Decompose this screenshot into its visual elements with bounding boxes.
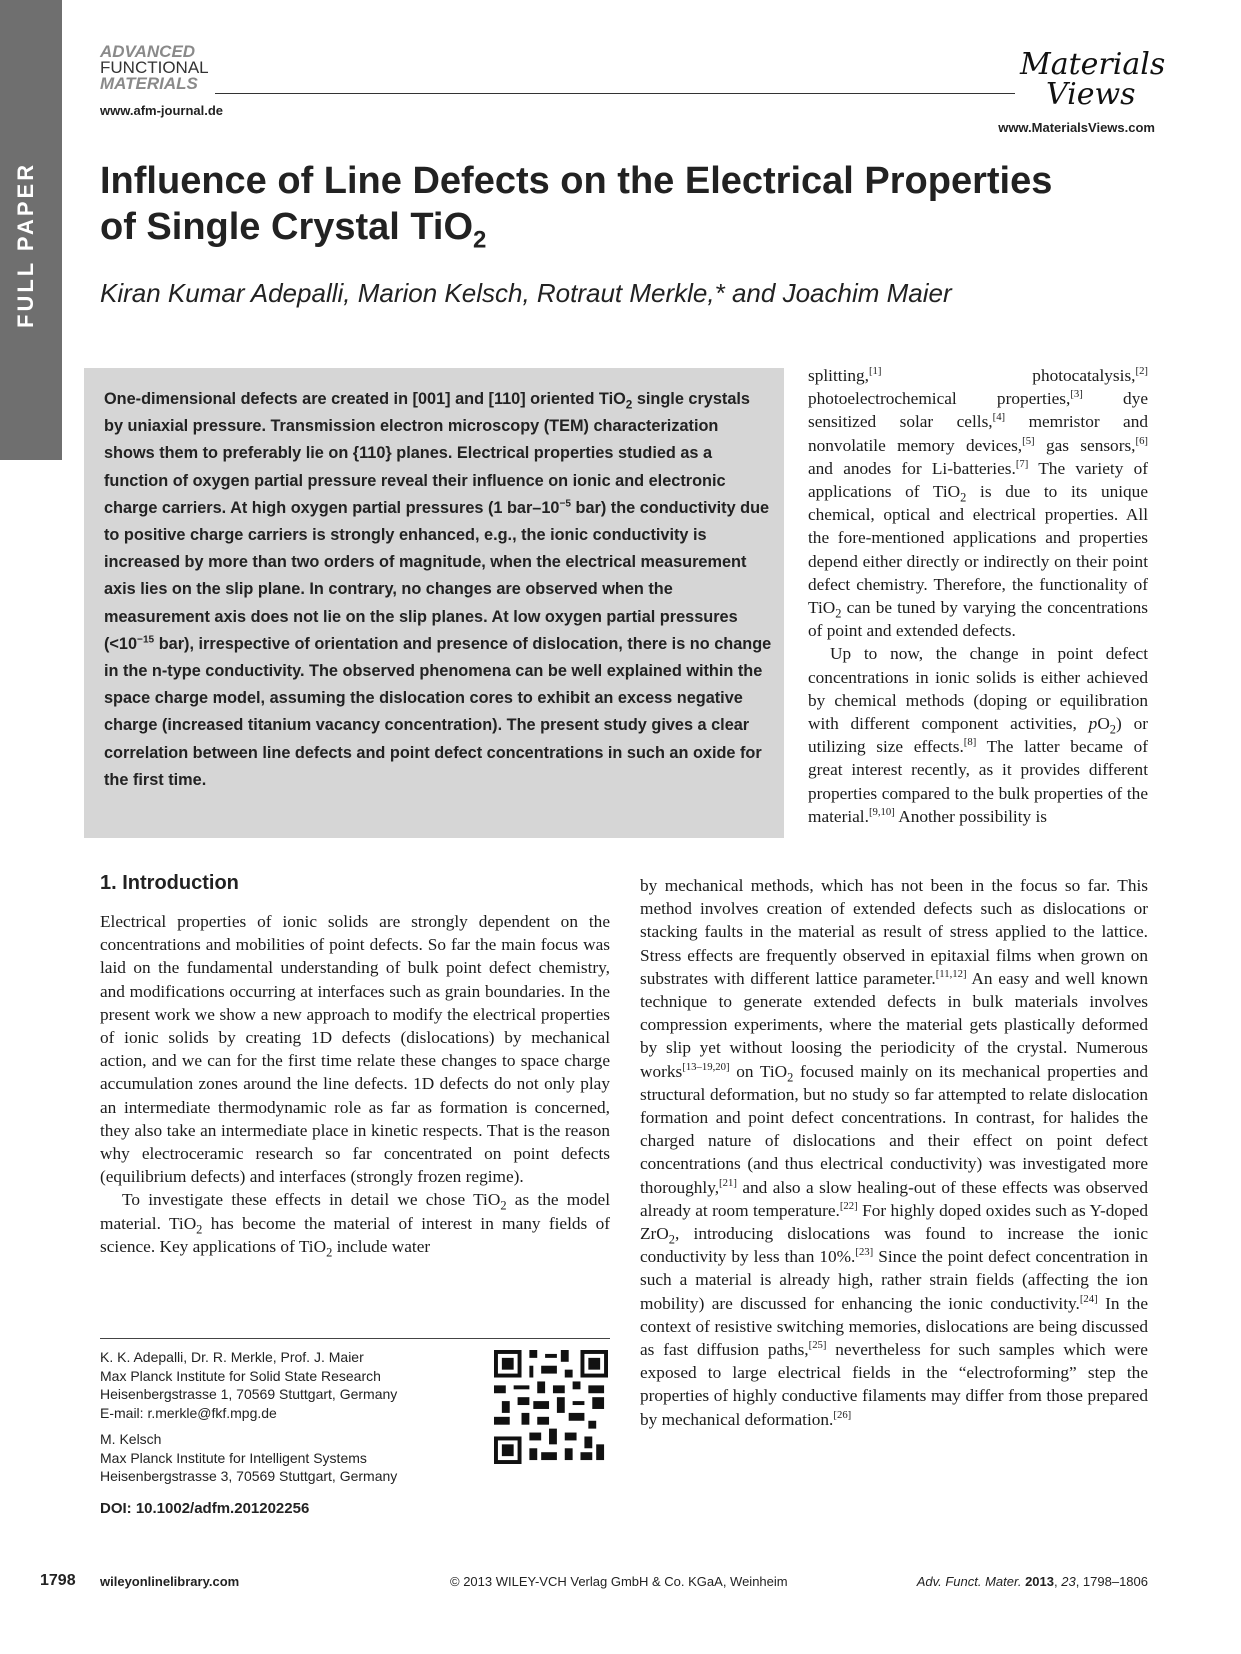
title-line-1: Influence of Line Defects on the Electrical Properties <box>100 160 1053 202</box>
materials-views-url[interactable]: www.MaterialsViews.com <box>998 120 1155 135</box>
copyright: © 2013 WILEY-VCH Verlag GmbH & Co. KGaA, Weinheim <box>450 1574 788 1589</box>
affiliation-line: Max Planck Institute for Intelligent Systems <box>100 1449 367 1466</box>
affiliation-line: K. K. Adepalli, Dr. R. Merkle, Prof. J. Maier <box>100 1349 364 1365</box>
abstract-text: One-dimensional defects are created in [001] and [110] oriented TiO$_2$ single crystals by uniaxial pressure. Transmission electron microscopy (TEM) characterization shows them to preferably lie on {110} planes. Electrical properties studied as a function of oxygen partial pressure reveal their influence on ionic and electronic charge carriers. At high oxygen partial pressures (1 bar–$10^{-5}$ bar) the conductivity due to positive charge carriers is strongly enhanced, e.g., the ionic conductivity is increased by more than two orders of magnitude, when the electrical measurement axis lies on the slip plane. In contrary, no changes are observed when the measurement axis does not lie on the slip planes. At low oxygen partial pressures ($<10^{-15}$ bar), irrespective of orientation and presence of dislocation, there is no change in the n-type conductivity. The observed phenomena can be well explained within the space charge model, assuming the dislocation cores to exhibit an excess negative charge (increased titanium vacancy concentration). The present study gives a clear correlation between line defects and point defect concentrations in such an oxide for the first time. <box>104 390 772 789</box>
mv-logo-line-1: Materials <box>1020 47 1166 82</box>
header-rule <box>215 93 1015 94</box>
logo-line-2: FUNCTIONAL <box>100 58 209 77</box>
citation: Adv. Funct. Mater. 2013, 23, 1798–1806 <box>916 1574 1148 1589</box>
title-line-2: of Single Crystal TiO <box>100 206 474 248</box>
email-line[interactable]: E-mail: r.merkle@fkf.mpg.de <box>100 1404 277 1421</box>
paragraph: To investigate these effects in detail we chose TiO$_2$ as the model material. TiO$_2$ has become the material of interest in many fields of science. Key applications of TiO$_2$ include water <box>100 1190 610 1260</box>
footnote-rule <box>100 1338 610 1339</box>
paragraph: Up to now, the change in point defect concentrations in ionic solids is either achieved by chemical methods (doping or equilibration with different component activities, $pO_2$) or utilizing size effects.[8] The latter became of great interest recently, as it provides different properties compared to the bulk properties of the material.[9,10] Another possibility is <box>808 644 1148 826</box>
mv-logo-line-2: Views <box>1046 77 1136 112</box>
affiliations <box>100 1348 460 1486</box>
paragraph: Electrical properties of ionic solids are strongly dependent on the concentrations and mobilities of point defects. So far the main focus was laid on the fundamental understanding of bulk point defect chemistry, and modifications occurring at interfaces such as grain boundaries. In the present work we show a new approach to modify the electrical properties of ionic solids by creating 1D defects (dislocations) by mechanical action, and we can for the first time relate these changes to space charge accumulation zones around the line defects. 1D defects do not only play an intermediate thermodynamic role as far as formation is concerned, they also take an intermediate place in kinetic respects. That is the reason why electroceramic research so far concentrated on point defects (equilibrium defects) and interfaces (strongly frozen regime). <box>100 912 610 1187</box>
title-subscript: 2 <box>473 226 487 254</box>
right-column-top <box>808 364 1148 828</box>
article-title <box>100 158 1100 254</box>
affiliation-line: Max Planck Institute for Solid State Research <box>100 1367 381 1384</box>
logo-line-1: ADVANCED <box>100 42 196 61</box>
left-column-body <box>100 910 610 1258</box>
doi-label[interactable]: DOI: 10.1002/adfm.201202256 <box>100 1500 310 1517</box>
affiliation-line: Heisenbergstrasse 1, 70569 Stuttgart, Germany <box>100 1386 398 1402</box>
right-column-bottom <box>640 874 1148 1431</box>
affiliation-line: M. Kelsch <box>100 1431 162 1447</box>
materials-views-logo <box>1020 47 1166 112</box>
section-tab-label: FULL PAPER <box>13 161 38 328</box>
author-list: Kiran Kumar Adepalli, Marion Kelsch, Rotraut Merkle,* and Joachim Maier <box>100 278 952 308</box>
paragraph: by mechanical methods, which has not been in the focus so far. This method involves creation of extended defects such as dislocations or stacking faults in the material as result of stress applied to the lattice. Stress effects are frequently observed in epitaxial films when grown on substrates with different lattice parameter.[11,12] An easy and well known technique to generate extended defects in bulk materials involves compression experiments, where the material gets plastically deformed by slip yet without loosing the periodicity of the crystal. Numerous works[13–19,20] on TiO$_2$ focused mainly on its mechanical properties and structural deformation, but no study so far attempted to relate dislocation formation and point defect concentrations. In contrast, for halides the charged nature of dislocations and their effect on point defect concentrations (and thus electrical conductivity) was investigated more thoroughly,[21] and also a slow healing-out of these effects was observed already at room temperature.[22] For highly doped oxides such as Y-doped ZrO$_2$, introducing dislocations was found to increase the ionic conductivity by less than 10%.[23] Since the point defect concentration in such a material is already high, rather strain fields (affecting the ion mobility) are discussed for enhancing the ionic conductivity.[24] In the context of resistive switching memories, dislocations are being discussed as fast diffusion paths,[25] nevertheless for such samples which were exposed to large electrical fields in the “electroforming” step the properties of highly conductive filaments may differ from those prepared by mechanical deformation.[26] <box>640 876 1148 1429</box>
qr-code-icon[interactable] <box>494 1350 608 1464</box>
page-number: 1798 <box>40 1572 76 1589</box>
affiliation-line: Heisenbergstrasse 3, 70569 Stuttgart, Germany <box>100 1468 398 1484</box>
footer-url[interactable]: wileyonlinelibrary.com <box>100 1574 240 1589</box>
paragraph: splitting,[1] photocatalysis,[2] photoelectrochemical properties,[3] dye sensitized solar cells,[4] memristor and nonvolatile memory devices,[5] gas sensors,[6] and anodes for Li-batteries.[7] The variety of applications of TiO$_2$ is due to its unique chemical, optical and electrical properties. All the fore-mentioned applications and properties depend either directly or indirectly on their point defect chemistry. Therefore, the functionality of TiO$_2$ can be tuned by varying the concentrations of point and extended defects. <box>808 365 1148 641</box>
logo-line-3: MATERIALS <box>100 74 198 93</box>
journal-logo <box>100 44 230 92</box>
journal-url[interactable]: www.afm-journal.de <box>100 103 224 118</box>
section-heading: 1. Introduction <box>100 872 239 894</box>
